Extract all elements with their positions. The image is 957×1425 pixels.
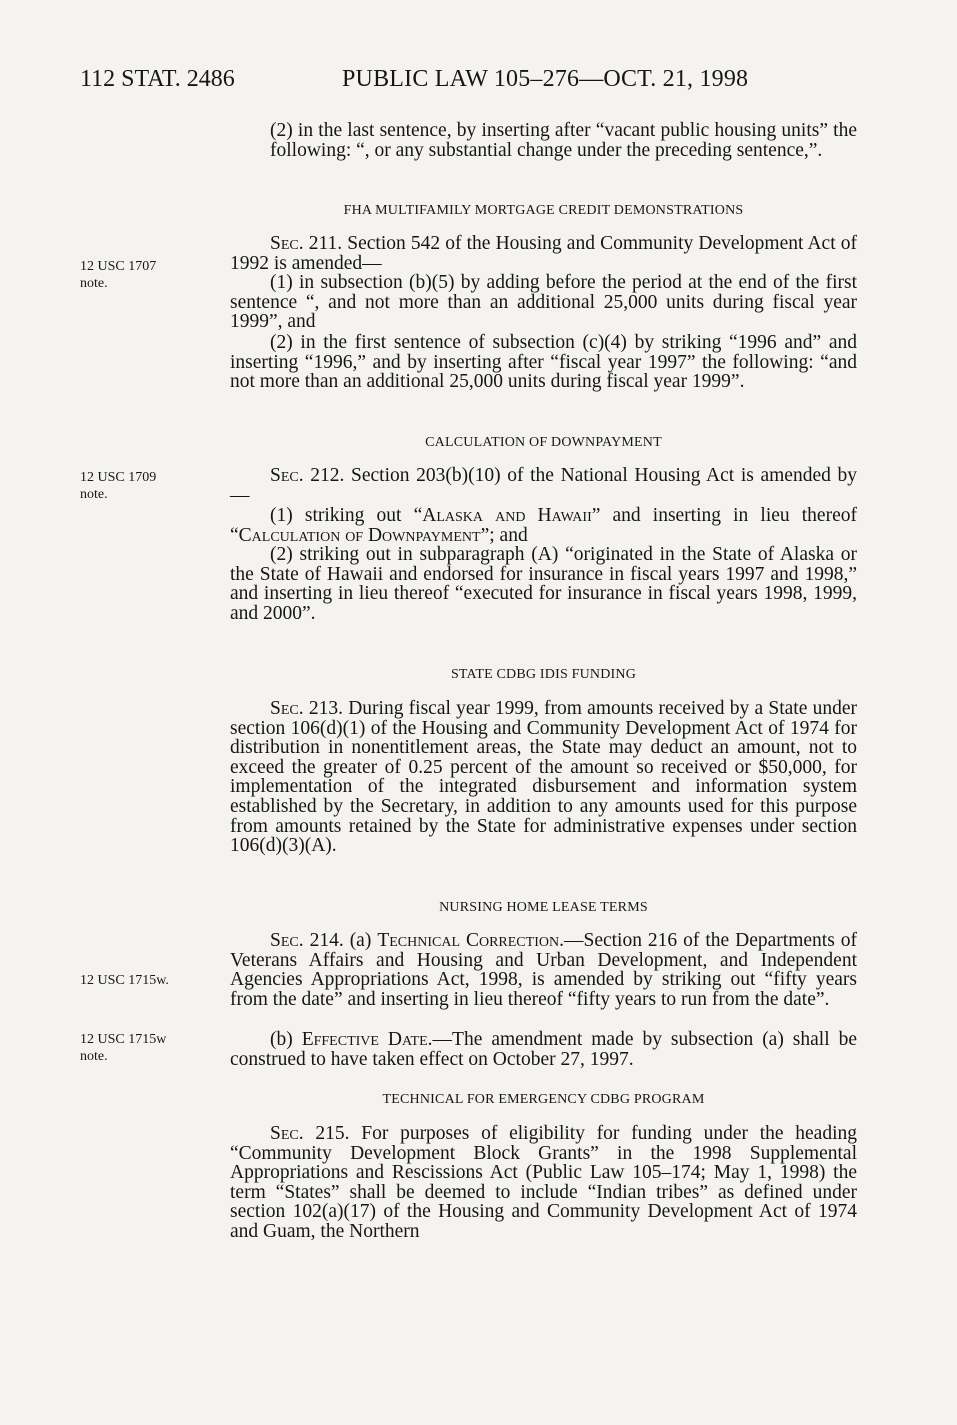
section-212-item-1-part-c: ” and inserting in lieu thereof “ (230, 505, 857, 546)
section-214-b-text: —The amendment made by subsection (a) shall be construed to have taken effect on October 27, 1997. (230, 1029, 857, 1070)
margin-note-sec-214-a-line: 12 USC 1715w. (80, 973, 169, 988)
section-212-item-1-part-a: (1) striking out “ (270, 505, 423, 526)
section-211-item-1: (1) in subsection (b)(5) by adding before the period at the end of the first sentence “, and not more than an additional 25,000 units during fiscal year 1999”, and (230, 272, 857, 333)
section-212-intro (230, 466, 857, 505)
section-212-item-1-part-e: ”; and (480, 524, 528, 546)
section-212-item-1 (230, 506, 857, 545)
section-214-subsection-a (230, 931, 857, 1009)
section-211-heading: FHA MULTIFAMILY MORTGAGE CREDIT DEMONSTRATIONS (343, 203, 744, 218)
section-215-label: Sec. 215. (270, 1123, 350, 1144)
margin-note-sec-211-line-1: 12 USC 1707 (80, 259, 157, 274)
margin-note-sec-214-b-line-1: 12 USC 1715w (80, 1032, 167, 1047)
section-211-label: Sec. 211. (270, 233, 343, 254)
margin-note-sec-214-b (80, 1031, 210, 1065)
page-reference: 112 STAT. 2486 (80, 66, 235, 92)
margin-note-sec-211 (80, 258, 210, 292)
section-214-a-label: (a) (349, 930, 378, 951)
section-214-heading: NURSING HOME LEASE TERMS (439, 900, 648, 915)
margin-note-sec-211-line-2: note. (80, 276, 108, 291)
section-211-intro-text: Section 542 of the Housing and Community Development Act of 1992 is amended— (230, 233, 857, 274)
section-214-a-caption: Technical Correction. (377, 930, 564, 951)
section-213-label: Sec. 213. (270, 698, 343, 719)
section-212-intro-text: Section 203(b)(10) of the National Housing Act is amended by— (230, 465, 857, 506)
continuation-paragraph: (2) in the last sentence, by inserting after “vacant public housing units” the following: “, or any substantial change under the preceding sentence,”. (270, 120, 857, 161)
margin-note-sec-214-b-line-2: note. (80, 1049, 108, 1064)
section-213-body: During fiscal year 1999, from amounts received by a State under section 106(d)(1) of the Housing and Community Development Act of 1974 for distribution in nonentitlement areas, the State may deduct an amount, not to exceed the greater of 0.25 percent of the amount so received or $50,000, for implementation of the integrated disbursement and information system established by the Secretary, in addition to any amounts used for this purpose from amounts retained by the State for administrative expenses under section 106(d)(3)(A). (230, 698, 857, 857)
section-215-heading: TECHNICAL FOR EMERGENCY CDBG PROGRAM (382, 1092, 705, 1107)
section-214-b-label: (b) (270, 1029, 302, 1050)
section-212-item-1-part-d: Calculation of Downpayment (238, 524, 481, 546)
section-213-text (230, 699, 857, 856)
section-212-label: Sec. 212. (270, 465, 345, 486)
section-214-b-caption: Effective Date. (301, 1029, 433, 1050)
section-212-item-1-part-b: Alaska and Hawaii (422, 505, 592, 526)
section-213-heading: STATE CDBG IDIS FUNDING (450, 667, 637, 682)
section-215-text (230, 1124, 857, 1242)
section-214-a-text: —Section 216 of the Departments of Veterans Affairs and Housing and Urban Development, and Independent Agencies Appropriations Act, 1998, is amended by striking out “fifty years from the date” and inserting in lieu thereof “fifty years to run from the date”. (230, 930, 857, 1010)
section-214-subsection-b (230, 1030, 857, 1069)
section-212-heading: CALCULATION OF DOWNPAYMENT (425, 435, 662, 450)
margin-note-sec-212-line-2: note. (80, 487, 108, 502)
margin-note-sec-212 (80, 469, 210, 503)
section-215-body: For purposes of eligibility for funding under the heading “Community Development Block Grants” in the 1998 Supplemental Appropriations and Rescissions Act (Public Law 105–174; May 1, 1998) the term “States” shall be deemed to include “Indian tribes” as defined under section 102(a)(17) of the Housing and Community Development Act of 1974 and Guam, the Northern (230, 1123, 857, 1242)
margin-note-sec-214-a (80, 972, 210, 989)
section-211-item-2: (2) in the first sentence of subsection (c)(4) by striking “1996 and” and inserting “1996,” and by inserting after “fiscal year 1997” the following: “and not more than an additional 25,000 units during fiscal year 1999”. (230, 332, 857, 393)
section-212-item-2: (2) striking out in subparagraph (A) “originated in the State of Alaska or the State of Hawaii and endorsed for insurance in fiscal years 1997 and 1998,” and inserting in lieu thereof “executed for insurance in fiscal years 1998, 1999, and 2000”. (230, 544, 857, 624)
section-214-label: Sec. 214. (270, 930, 344, 951)
margin-note-sec-212-line-1: 12 USC 1709 (80, 470, 157, 485)
section-211-intro (230, 234, 857, 273)
law-title: PUBLIC LAW 105–276—OCT. 21, 1998 (342, 66, 749, 92)
